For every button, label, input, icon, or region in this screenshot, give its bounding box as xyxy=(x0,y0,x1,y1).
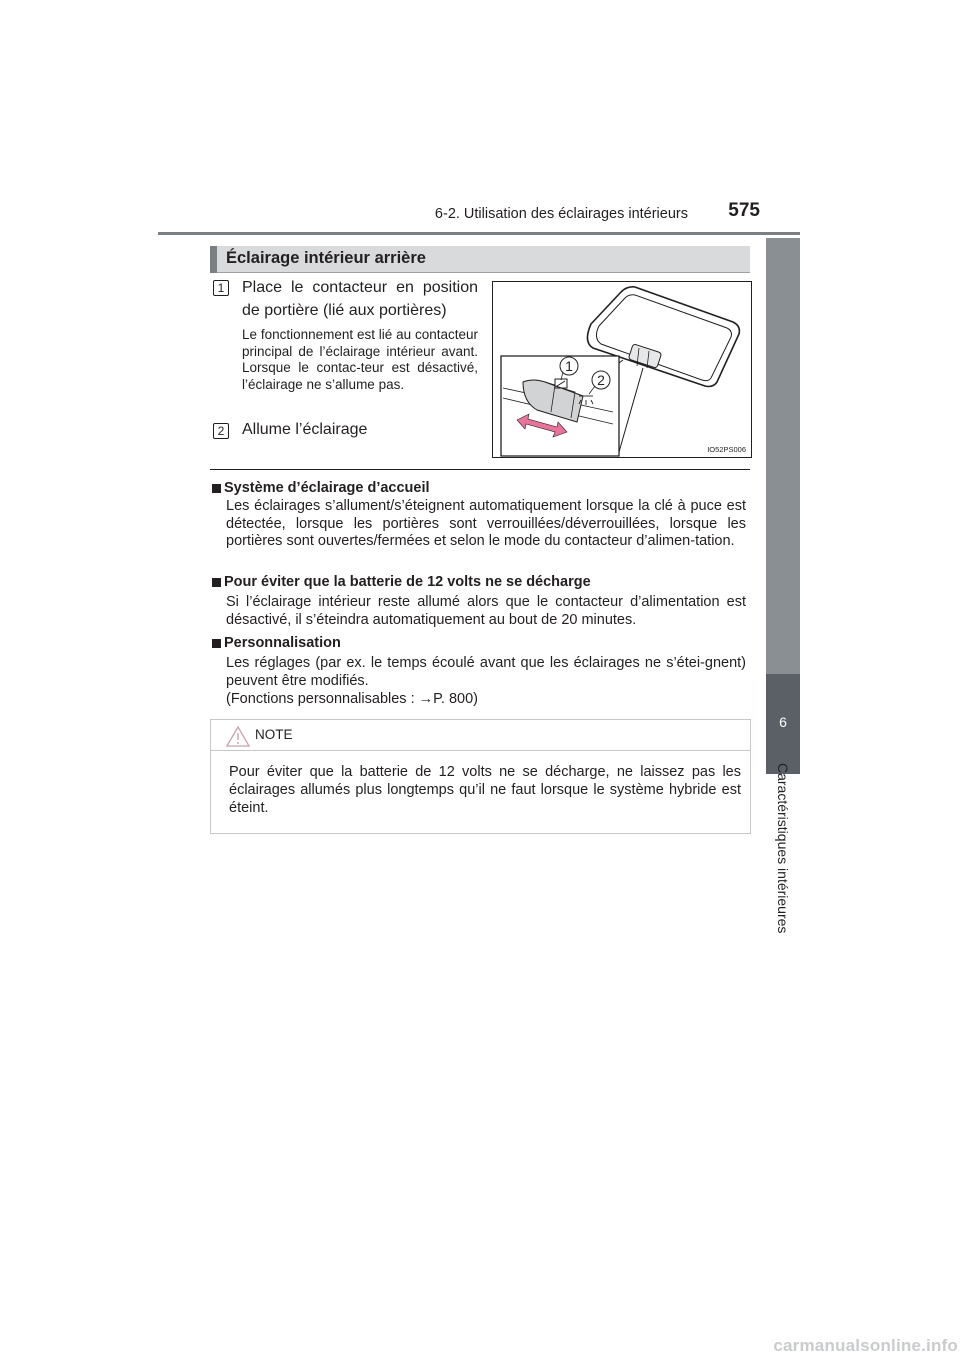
warning-triangle-icon xyxy=(226,726,250,747)
item-title: Place le contacteur en position de portière (lié aux portières) xyxy=(242,279,478,319)
section-separator xyxy=(210,469,750,470)
lamp-switch-detail xyxy=(628,344,661,368)
chapter-title-vertical xyxy=(760,762,806,934)
figure-code: IO52PS006 xyxy=(707,445,746,454)
page-number: 575 xyxy=(728,200,760,221)
section-heading xyxy=(210,246,750,273)
illustration-drawing xyxy=(493,282,751,457)
subsection-title: Personnalisation xyxy=(224,635,341,651)
subsection-body-reference: (Fonctions personnalisables : →P. 800) xyxy=(226,691,479,707)
bullet-square xyxy=(212,578,221,587)
subsection-title: Système d’éclairage d’accueil xyxy=(224,480,430,496)
rear-interior-light-illustration xyxy=(492,281,752,458)
running-header-section: 6-2. Utilisation des éclairages intérieurs xyxy=(434,206,688,222)
item-title: Allume l’éclairage xyxy=(242,421,368,438)
chapter-title: Caractéristiques intérieures xyxy=(775,762,791,934)
subsection-body: Les réglages (par ex. le temps écoulé avant que les éclairages ne s’étei-gnent) peuvent être modifiés. xyxy=(226,655,746,689)
section-title: Éclairage intérieur arrière xyxy=(226,249,426,267)
item-description: Le fonctionnement est lié au contacteur principal de l’éclairage intérieur avant. Lorsque le contac-teur est désactivé, l’éclairage ne s’allume pas. xyxy=(242,327,478,392)
note-title: NOTE xyxy=(255,727,293,742)
site-watermark: carmanualsonline.info xyxy=(773,1336,958,1355)
subsection-body: Les éclairages s’allument/s’éteignent automatiquement lorsque la clé à puce est détectée, lorsque les portières sont verrouillées/déverrouillées, lorsque les portières sont ouvertes/fermées et selon le mode du contacteur d’alimen-tation. xyxy=(226,498,746,549)
section-heading-bar xyxy=(210,246,217,273)
note-body: Pour éviter que la batterie de 12 volts ne se décharge, ne laissez pas les éclairages allumés plus longtemps qu’il ne faut lorsque le système hybride est éteint. xyxy=(229,764,741,816)
note-header xyxy=(211,720,750,751)
svg-text:1: 1 xyxy=(565,358,573,374)
chapter-tab-background xyxy=(766,238,800,674)
svg-text:2: 2 xyxy=(597,372,605,388)
bullet-square xyxy=(212,639,221,648)
chapter-number: 6 xyxy=(779,714,787,730)
bullet-square xyxy=(212,484,221,493)
item-number-badge: 1 xyxy=(213,280,229,296)
subsection-body: Si l’éclairage intérieur reste allumé alors que le contacteur d’alimentation est désactivé, il s’éteindra automatiquement au bout de 20 minutes. xyxy=(226,594,746,628)
header-rule xyxy=(158,232,800,235)
item-number-badge: 2 xyxy=(213,423,229,439)
note-box xyxy=(210,719,751,834)
subsection-title: Pour éviter que la batterie de 12 volts ne se décharge xyxy=(224,574,591,590)
